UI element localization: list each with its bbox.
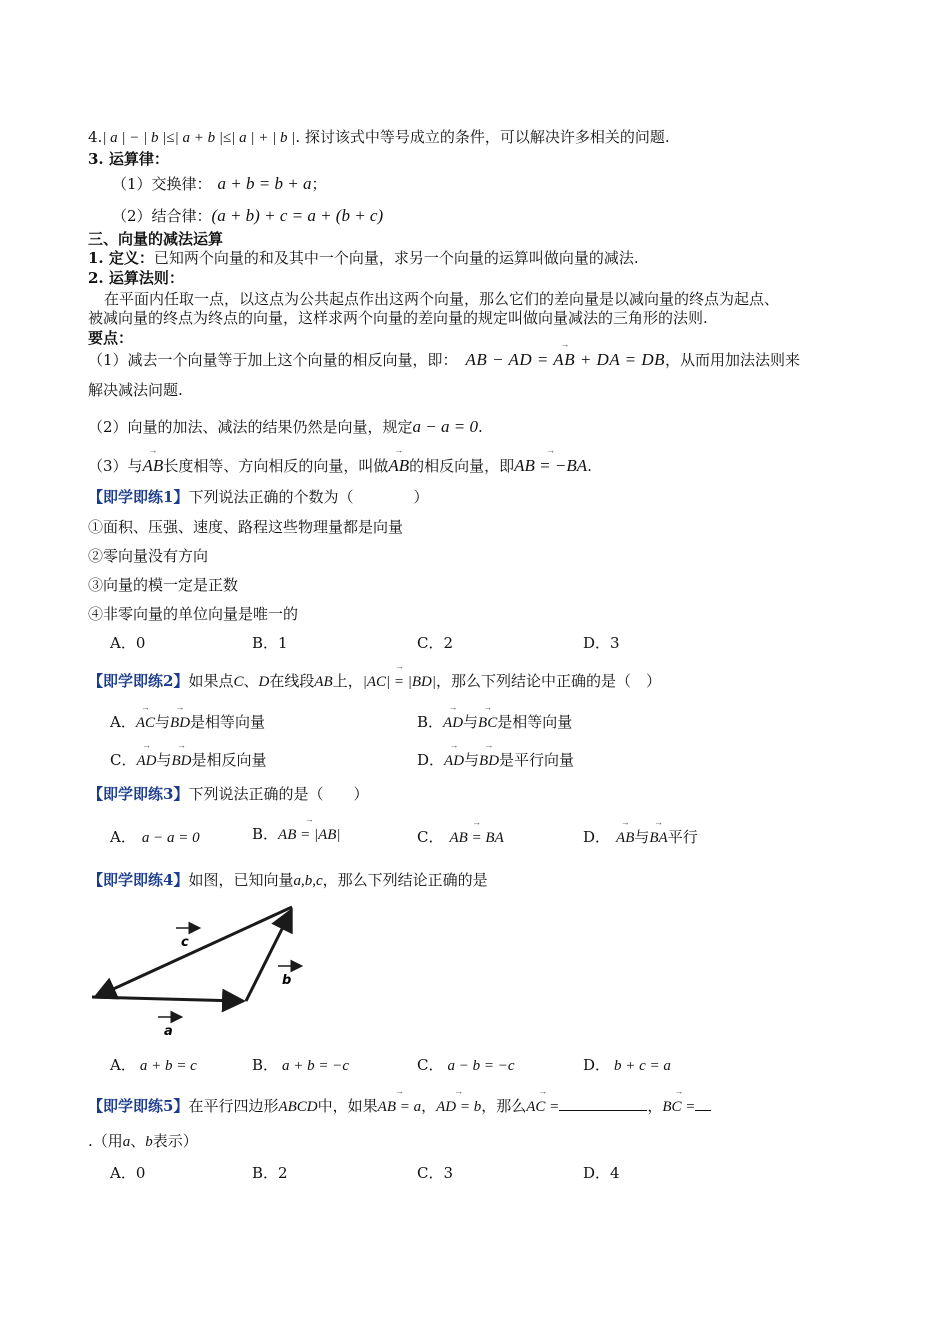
exercise2-text-2: 在线段 [269, 672, 315, 690]
option-letter: C． [417, 828, 444, 846]
rule-line-1: 在平面内任取一点，以这点为公共起点作出这两个向量，那么它们的差向量是以减向量的终点为起点、 [104, 290, 780, 308]
option-text: 是相反向量 [191, 751, 267, 769]
definition-line [88, 248, 639, 268]
exercise2-separator: 、 [243, 672, 259, 690]
laws-heading: 3. 运算律： [88, 150, 169, 168]
exercise5-var-a: a [122, 1134, 131, 1150]
option-connector: 与 [634, 828, 650, 846]
answer-blank-bc[interactable] [695, 1096, 711, 1111]
exercise4-tag: 【即学即练4】 [88, 871, 189, 889]
law2-formula: (a + b) + c = a + (b + c) [211, 206, 384, 225]
exercise5-question-line [88, 1096, 711, 1117]
point2-formula: a − a = 0 [412, 417, 478, 436]
exercise4-option-c[interactable] [417, 1055, 515, 1076]
item4-text: . 探讨该式中等号成立的条件，可以解决许多相关的问题. [295, 128, 670, 146]
option-letter: A． [110, 828, 136, 846]
exercise1-statement: ③向量的模一定是正数 [88, 576, 239, 594]
exercise2-option-a[interactable] [110, 712, 265, 733]
option-formula: a − b = −c [447, 1058, 515, 1074]
exercise5-option-c[interactable]: C．3 [417, 1164, 454, 1182]
point1-line-2: 解决减法问题. [88, 381, 183, 399]
exercise1-option-c[interactable]: C．2 [417, 634, 454, 652]
exercise2-tag: 【即学即练2】 [88, 672, 189, 690]
option-text: 是相等向量 [497, 713, 573, 731]
option-connector: 与 [464, 751, 480, 769]
point2-end: . [478, 418, 483, 436]
exercise2-option-b[interactable] [417, 712, 572, 733]
point3-formula: → AB = −BA [514, 456, 587, 476]
option-formula: → AB = |AB| [278, 825, 341, 845]
exercise2-question-line [88, 671, 661, 692]
option-letter: C． [110, 751, 137, 769]
exercise5-text-7: 表示） [152, 1132, 198, 1150]
label-a: a [164, 1024, 173, 1039]
exercise5-line-2 [88, 1131, 198, 1152]
exercise2-text-1: 如果点 [188, 672, 234, 690]
point3-text-c: 的相反向量，即 [409, 457, 515, 475]
option-letter: A． [110, 713, 136, 731]
point3-text-a: （3）与 [88, 457, 143, 475]
option-letter: B． [417, 713, 444, 731]
law1-formula: a + b = b + a [217, 174, 312, 193]
point3-vector-ab-2: → AB [388, 456, 409, 476]
exercise5-formula-2: → AD = b [436, 1097, 481, 1117]
exercise5-parallelogram: ABCD [278, 1099, 318, 1115]
exercise3-option-d[interactable] [583, 827, 698, 848]
option-letter: B． [252, 1056, 279, 1074]
exercise5-var-b: b [145, 1134, 153, 1150]
exercise3-option-b[interactable] [252, 824, 341, 845]
option-formula: a − a = 0 [141, 830, 200, 846]
exercise5-option-a[interactable]: A．0 [110, 1164, 146, 1182]
exercise5-option-b[interactable]: B．2 [252, 1164, 288, 1182]
exercise1-question: 下列说法正确的个数为（ ） [188, 488, 429, 506]
exercise1-question-line [88, 487, 428, 507]
option-vector-2: → BD [170, 713, 190, 733]
exercise5-text-2: 中，如果 [317, 1097, 378, 1115]
exercise4-option-d[interactable] [583, 1055, 671, 1076]
point3-end: . [587, 457, 592, 475]
law1-line [112, 174, 326, 194]
exercise3-tag: 【即学即练3】 [88, 785, 189, 803]
exercise2-option-d[interactable] [417, 750, 574, 771]
exercise1-statement: ④非零向量的单位向量是唯一的 [88, 605, 299, 623]
exercise1-option-b[interactable]: B．1 [252, 634, 288, 652]
option-letter: A． [110, 1056, 136, 1074]
option-connector: 与 [463, 713, 479, 731]
law1-label: （1）交换律： [112, 175, 212, 193]
point1-formula: → AB − AD = AB + DA = DB [466, 350, 666, 370]
option-vector-1: → AD [444, 751, 464, 771]
exercise4-text-2: ，那么下列结论正确的是 [322, 871, 488, 889]
point1-end: ，从而用加法法则来 [665, 351, 801, 369]
exercise2-segment-ab: AB [314, 674, 333, 690]
item4-prefix: 4. [88, 128, 103, 146]
exercise1-option-d[interactable]: D．3 [583, 634, 620, 652]
exercise5-text-3: ， [421, 1097, 437, 1115]
option-vector-2: → BD [479, 751, 499, 771]
option-letter: B． [252, 825, 279, 843]
option-formula-2: → BA [649, 828, 667, 848]
exercise5-text-1: 在平行四边形 [188, 1097, 279, 1115]
exercise5-text-5: ， [647, 1097, 663, 1115]
point3-line [88, 456, 592, 476]
exercise3-question: 下列说法正确的是（ ） [188, 785, 369, 803]
option-vector-1: → AD [136, 751, 156, 771]
rule-line-2: 被减向量的终点为终点的向量，这样求两个向量的差向量的规定叫做向量减法的三角形的法则. [88, 309, 708, 327]
exercise2-text-4: ，那么下列结论中正确的是（ ） [435, 672, 661, 690]
vector-c-line [98, 907, 292, 996]
option-text: 是相等向量 [190, 713, 266, 731]
option-formula: a + b = −c [282, 1058, 350, 1074]
option-vector-1: → AC [136, 713, 155, 733]
exercise2-text-3: 上， [332, 672, 363, 690]
section-heading: 三、向量的减法运算 [88, 230, 224, 248]
option-formula: → AB [616, 828, 634, 848]
definition-text: 已知两个向量的和及其中一个向量，求另一个向量的运算叫做向量的减法. [153, 249, 639, 267]
answer-blank-ac[interactable] [559, 1096, 647, 1111]
exercise3-option-c[interactable] [417, 827, 504, 848]
option-text: 是平行向量 [499, 751, 575, 769]
option-vector-2: → BD [172, 751, 192, 771]
option-formula: a + b = c [139, 1058, 197, 1074]
exercise5-text-6: .（用 [88, 1132, 123, 1150]
point1-text: （1）减去一个向量等于加上这个向量的相反向量，即： [88, 351, 458, 369]
item4-line [88, 127, 670, 148]
option-formula: b + c = a [614, 1058, 671, 1074]
option-vector-1: → AD [443, 713, 463, 733]
exercise1-tag: 【即学即练1】 [88, 488, 189, 506]
option-text: 平行 [667, 828, 698, 846]
option-formula: → AB = BA [449, 828, 503, 848]
law1-end: ； [311, 175, 327, 193]
exercise4-text-1: 如图，已知向量 [188, 871, 294, 889]
exercise5-formula-1: → AB = a [378, 1097, 421, 1117]
exercise4-question-line [88, 870, 488, 891]
exercise4-vectors: a,b,c [293, 873, 323, 889]
exercise5-formula-4: → BC = [662, 1097, 695, 1117]
exercise3-option-a[interactable] [110, 827, 200, 848]
exercise5-text-4: ，那么 [481, 1097, 527, 1115]
law2-label: （2）结合律： [112, 207, 212, 225]
exercise5-option-d[interactable]: D．4 [583, 1164, 620, 1182]
option-letter: C． [417, 1056, 444, 1074]
exercise3-question-line [88, 784, 368, 804]
rule-label: 2. 运算法则： [88, 269, 184, 287]
option-letter: D． [583, 828, 611, 846]
exercise2-formula: → |AC| = |BD| [363, 672, 436, 692]
exercise4-option-a[interactable] [110, 1055, 197, 1076]
label-b: b [282, 973, 292, 988]
exercise2-point-c: C [233, 674, 244, 690]
exercise1-statement: ②零向量没有方向 [88, 547, 209, 565]
exercise5-formula-3: → AC = [526, 1097, 559, 1117]
exercise1-option-a[interactable]: A．0 [110, 634, 146, 652]
point1-line [88, 350, 800, 370]
option-letter: D． [583, 1056, 611, 1074]
exercise2-point-d: D [258, 674, 270, 690]
exercise5-tag: 【即学即练5】 [88, 1097, 189, 1115]
exercise2-option-c[interactable] [110, 750, 267, 771]
point2-line [88, 417, 483, 437]
point3-text-b: 长度相等、方向相反的向量，叫做 [163, 457, 389, 475]
label-c: c [181, 935, 189, 950]
option-vector-2: → BC [478, 713, 497, 733]
point2-text: （2）向量的加法、减法的结果仍然是向量，规定 [88, 418, 413, 436]
item4-formula: | a | − | b |≤| a + b |≤| a | + | b | [102, 130, 296, 146]
definition-label: 1. 定义： [88, 249, 154, 267]
option-connector: 与 [155, 713, 171, 731]
key-points-label: 要点： [88, 329, 134, 347]
exercise4-option-b[interactable] [252, 1055, 349, 1076]
point3-vector-ab: → AB [143, 456, 164, 476]
vector-a-line [92, 997, 240, 1001]
exercise1-statement: ①面积、压强、速度、路程这些物理量都是向量 [88, 518, 404, 536]
option-connector: 与 [156, 751, 172, 769]
exercise5-separator: 、 [130, 1132, 146, 1150]
vector-triangle-figure [80, 895, 320, 1045]
law2-line [112, 206, 383, 226]
option-letter: D． [417, 751, 445, 769]
